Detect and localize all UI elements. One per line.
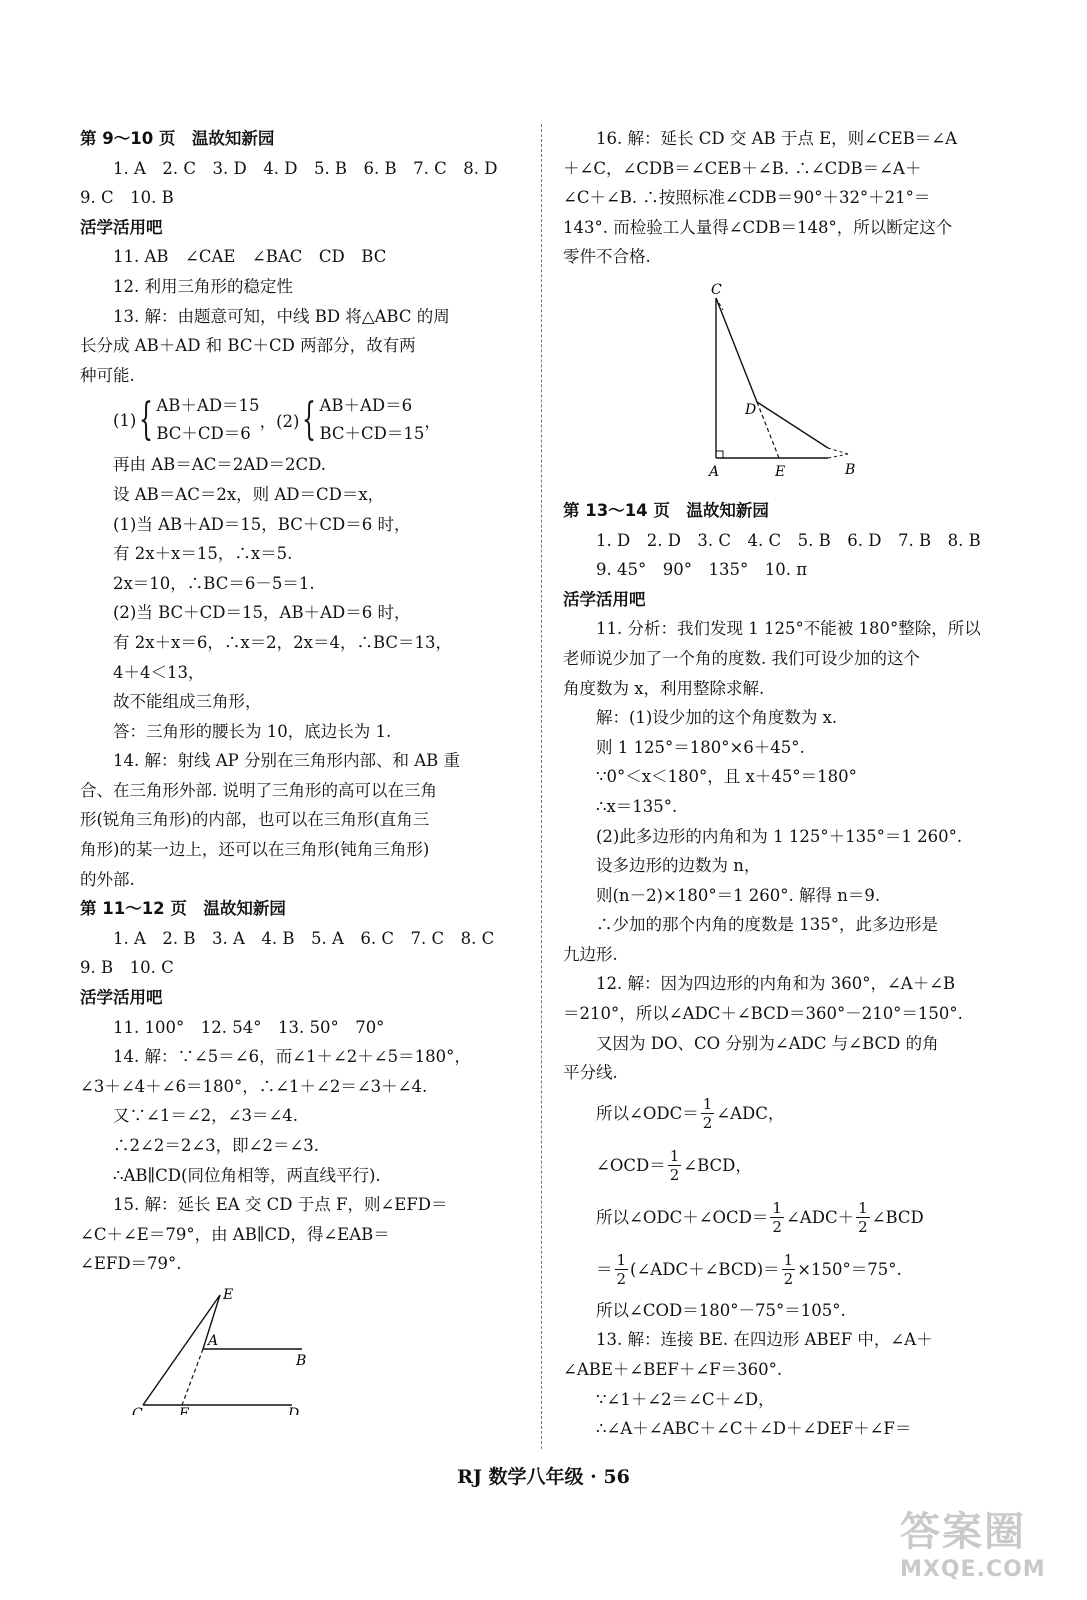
answer-line: 1. A 2. C 3. D 4. D 5. B 6. B 7. C 8. D — [113, 158, 498, 178]
label-d: D — [745, 401, 757, 418]
formula-text: ∠ADC＋ — [785, 1207, 855, 1227]
solution-line: 老师说少加了一个角的度数. 我们可设少加的这个 — [563, 648, 920, 668]
label-f: F — [179, 1405, 189, 1415]
solution-line: ∴AB∥CD(同位角相等，两直线平行). — [113, 1165, 381, 1185]
system-label: ，(2) — [259, 412, 300, 432]
formula-text: 所以∠ODC＝ — [596, 1103, 699, 1123]
answer-line: 9. C 10. B — [80, 188, 174, 208]
numerator: 1 — [702, 1095, 713, 1114]
solution-line: 2x＝10，∴BC＝6－5＝1. — [113, 573, 315, 593]
dashed-line-b2 — [828, 454, 848, 458]
equation-system-1 — [156, 392, 259, 448]
label-a: A — [709, 463, 720, 480]
solution-line: 143°. 而检验工人量得∠CDB＝148°，所以断定这个 — [563, 217, 953, 237]
fraction-line — [563, 1088, 1003, 1140]
formula-text: ×150°＝75°. — [797, 1259, 902, 1279]
line-db — [757, 402, 828, 448]
dashed-line-b — [828, 448, 848, 454]
solution-line: ∵0°＜x＜180°，且 x＋45°＝180° — [596, 767, 857, 787]
label-b: B — [845, 461, 856, 478]
solution-line: 13. 解：由题意可知，中线 BD 将△ABC 的周 — [113, 306, 450, 326]
denominator: 2 — [858, 1218, 868, 1237]
label-e: E — [775, 463, 786, 480]
fraction-line — [563, 1244, 1003, 1296]
formula-text: ∠OCD＝ — [596, 1155, 666, 1175]
label-c: C — [132, 1405, 143, 1415]
solution-line: 种可能. — [80, 365, 135, 385]
page-footer: RJ 数学八年级 · 56 — [457, 1466, 630, 1488]
numerator: 1 — [858, 1199, 868, 1218]
solution-line: ∴少加的那个内角的度数是 135°，此多边形是 — [596, 915, 938, 935]
answer-line: 9. 45° 90° 135° 10. π — [596, 560, 808, 580]
fraction — [668, 1147, 682, 1184]
solution-line: 14. 解：∵∠5＝∠6，而∠1＋∠2＋∠5＝180°， — [113, 1047, 471, 1067]
dashed-line-de — [757, 402, 779, 458]
fraction — [782, 1251, 796, 1288]
solution-line: 平分线. — [563, 1063, 618, 1083]
equation: AB＋AD＝15 — [156, 396, 260, 416]
denominator: 2 — [783, 1270, 794, 1289]
equation: BC＋CD＝15 — [319, 424, 425, 444]
label-d: D — [288, 1405, 300, 1415]
solution-line: 角度数为 x，利用整除求解. — [563, 678, 765, 698]
right-angle-mark — [716, 451, 723, 458]
figure-parallel-lines — [80, 1285, 520, 1419]
solution-line: 设 AB＝AC＝2x，则 AD＝CD＝x， — [113, 484, 385, 504]
answer-line: 1. A 2. B 3. A 4. B 5. A 6. C 7. C 8. C — [113, 928, 495, 948]
solution-line: 形(锐角三角形)的内部，也可以在三角形(直角三 — [80, 810, 430, 830]
fraction — [856, 1199, 870, 1236]
formula-text: 所以∠ODC＋∠OCD＝ — [596, 1207, 769, 1227]
solution-line: ∠C＋∠E＝79°，由 AB∥CD，得∠EAB＝ — [80, 1224, 390, 1244]
solution-line: 故不能组成三角形， — [113, 692, 262, 712]
equation: AB＋AD＝6 — [319, 396, 413, 416]
equation-systems — [80, 390, 520, 450]
brace-icon: { — [302, 394, 317, 446]
geometry-figure — [563, 278, 863, 483]
subsection-title: 活学活用吧 — [80, 988, 163, 1008]
solution-line: 又∵∠1＝∠2，∠3＝∠4. — [113, 1106, 299, 1126]
label-c: C — [711, 281, 722, 298]
solution-line: ＋∠C，∠CDB＝∠CEB＋∠B. ∴∠CDB＝∠A＋ — [563, 158, 922, 178]
answer-line: 12. 利用三角形的稳定性 — [113, 276, 293, 296]
solution-line: 16. 解：延长 CD 交 AB 于点 E，则∠CEB＝∠A — [596, 129, 958, 148]
right-column — [563, 124, 1003, 1444]
solution-line: 有 2x＋x＝15，∴x＝5. — [113, 544, 293, 564]
solution-line: 14. 解：射线 AP 分别在三角形内部、和 AB 重 — [113, 751, 461, 771]
fraction — [701, 1095, 715, 1132]
watermark-text: 答案圈 — [900, 1509, 1026, 1555]
denominator: 2 — [616, 1270, 627, 1289]
answer-line: 9. B 10. C — [80, 958, 174, 978]
watermark-logo — [900, 1500, 1080, 1595]
figure-right-triangle — [563, 278, 1003, 490]
answer-line: 11. 100° 12. 54° 13. 50° 70° — [113, 1017, 385, 1037]
formula-text: ∠BCD， — [683, 1155, 752, 1175]
equation-system-2 — [319, 392, 424, 448]
brace-icon: { — [139, 394, 154, 446]
solution-line: 九边形. — [563, 944, 618, 964]
solution-line: 11. 分析：我们发现 1 125°不能被 180°整除，所以 — [596, 619, 981, 639]
solution-line: 则(n－2)×180°＝1 260°. 解得 n＝9. — [596, 885, 881, 905]
denominator: 2 — [669, 1166, 680, 1185]
solution-line: ∴2∠2＝2∠3，即∠2＝∠3. — [113, 1136, 320, 1155]
solution-line: ＝210°，所以∠ADC＋∠BCD＝360°－210°＝150°. — [563, 1004, 963, 1024]
label-a: A — [208, 1332, 219, 1349]
solution-line: 又因为 DO、CO 分别为∠ADC 与∠BCD 的角 — [596, 1033, 939, 1053]
solution-line: 再由 AB＝AC＝2AD＝2CD. — [113, 455, 326, 475]
solution-line: ∴∠A＋∠ABC＋∠C＋∠D＋∠DEF＋∠F＝ — [596, 1419, 912, 1439]
formula-text: ＝ — [596, 1259, 613, 1279]
solution-line: (2)当 BC＋CD＝15，AB＋AD＝6 时， — [113, 603, 411, 623]
answer-line: 11. AB ∠CAE ∠BAC CD BC — [113, 247, 387, 267]
system-label: (1) — [113, 410, 137, 430]
fraction — [615, 1251, 629, 1288]
solution-line: ∠ABE＋∠BEF＋∠F＝360°. — [563, 1360, 783, 1380]
solution-line: ∴x＝135°. — [596, 796, 678, 816]
solution-line: 答：三角形的腰长为 10，底边长为 1. — [113, 721, 392, 741]
solution-line: 设多边形的边数为 n， — [596, 856, 761, 876]
solution-line: (2)此多边形的内角和为 1 125°＋135°＝1 260°. — [596, 826, 963, 846]
watermark-url: MXQE.COM — [900, 1557, 1046, 1582]
fraction — [770, 1199, 784, 1236]
solution-line: ∠3＋∠4＋∠6＝180°，∴∠1＋∠2＝∠3＋∠4. — [80, 1076, 428, 1096]
section-title: 第 13～14 页 温故知新园 — [563, 500, 769, 520]
line-cd — [716, 298, 757, 402]
solution-line: 解：(1)设少加的这个角度数为 x. — [596, 708, 838, 728]
answer-line: 1. D 2. D 3. C 4. C 5. B 6. D 7. B 8. B — [596, 530, 981, 550]
solution-line: ∠EFD＝79°. — [80, 1254, 182, 1274]
subsection-title: 活学活用吧 — [563, 589, 646, 609]
equation: BC＋CD＝6 — [156, 424, 251, 444]
left-column — [80, 124, 520, 1425]
solution-line: 有 2x＋x＝6，∴x＝2，2x＝4，∴BC＝13， — [113, 632, 453, 652]
solution-line: 4＋4＜13， — [113, 662, 205, 682]
fraction-line — [563, 1140, 1003, 1192]
fraction-line — [563, 1192, 1003, 1244]
label-e: E — [223, 1286, 234, 1303]
punctuation: ， — [424, 412, 441, 432]
solution-line: (1)当 AB＋AD＝15，BC＋CD＝6 时， — [113, 514, 411, 534]
solution-line: 12. 解：因为四边形的内角和为 360°，∠A＋∠B — [596, 974, 956, 994]
formula-text: (∠ADC＋∠BCD)＝ — [630, 1259, 780, 1279]
numerator: 1 — [772, 1199, 782, 1218]
section-title: 第 11～12 页 温故知新园 — [80, 899, 286, 919]
solution-line: ∵∠1＋∠2＝∠C＋∠D， — [596, 1389, 775, 1409]
label-b: B — [296, 1352, 307, 1369]
solution-line: 零件不合格. — [563, 247, 651, 267]
solution-line: 15. 解：延长 EA 交 CD 于点 F，则∠EFD＝ — [113, 1195, 448, 1215]
solution-line: 则 1 125°＝180°×6＋45°. — [596, 737, 805, 757]
subsection-title: 活学活用吧 — [80, 217, 163, 237]
formula-text: ∠BCD — [871, 1207, 924, 1227]
section-title: 第 9～10 页 温故知新园 — [80, 129, 275, 148]
solution-line: 的外部. — [80, 869, 135, 889]
formula-text: ∠ADC， — [716, 1103, 785, 1123]
geometry-figure — [80, 1285, 380, 1415]
line-ec — [143, 1295, 220, 1405]
solution-line: 所以∠COD＝180°－75°＝105°. — [596, 1300, 846, 1320]
solution-line: 13. 解：连接 BE. 在四边形 ABEF 中，∠A＋ — [596, 1330, 933, 1350]
numerator: 1 — [669, 1147, 680, 1166]
numerator: 1 — [616, 1251, 627, 1270]
denominator: 2 — [702, 1114, 713, 1133]
solution-line: 长分成 AB＋AD 和 BC＋CD 两部分，故有两 — [80, 336, 416, 356]
numerator: 1 — [783, 1251, 794, 1270]
denominator: 2 — [772, 1218, 782, 1237]
column-divider — [541, 124, 542, 1449]
solution-line: 角形)的某一边上，还可以在三角形(钝角三角形) — [80, 840, 430, 860]
solution-line: ∠C＋∠B. ∴按照标准∠CDB＝90°＋32°＋21°＝ — [563, 188, 931, 208]
solution-line: 合、在三角形外部. 说明了三角形的高可以在三角 — [80, 780, 437, 800]
dashed-line-af — [182, 1349, 203, 1405]
